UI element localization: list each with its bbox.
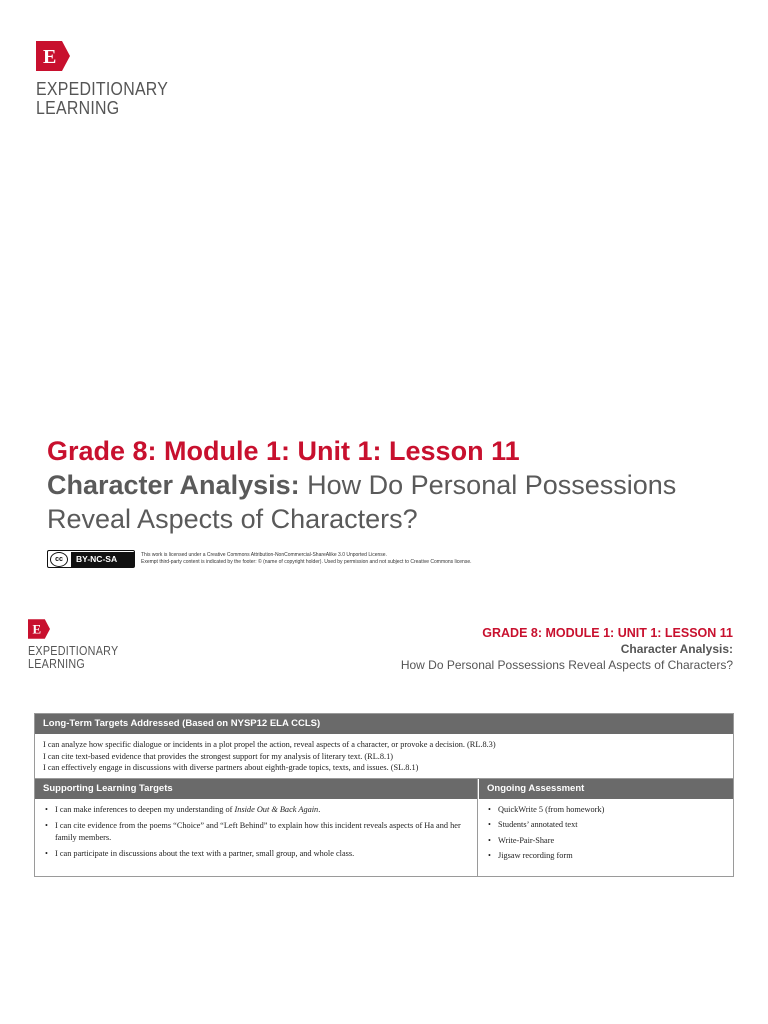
cover-subtitle-bold: Character Analysis: — [47, 470, 300, 500]
supporting-target: • I can participate in discussions about the text with a partner, small group, and whole class. — [43, 848, 469, 860]
assessment-item: • QuickWrite 5 (from homework) — [486, 804, 725, 816]
logo-small-line-1: EXPEDITIONARY — [28, 644, 119, 658]
logo-wordmark-small — [28, 645, 118, 670]
expeditionary-learning-logo-small — [28, 619, 133, 670]
supporting-target-punct: . — [318, 804, 321, 814]
logo-small-line-2: LEARNING — [28, 656, 86, 671]
logo-line-1: EXPEDITIONARY — [36, 78, 169, 99]
supporting-targets-column — [35, 779, 478, 876]
cc-badge-label: BY-NC-SA — [71, 552, 134, 567]
svg-text:E: E — [32, 621, 42, 637]
cc-icon: cc — [50, 552, 68, 567]
assessment-item: • Students’ annotated text — [486, 819, 725, 831]
long-term-targets-heading: Long-Term Targets Addressed (Based on NYSP12 ELA CCLS) — [35, 714, 733, 734]
supporting-target: • I can cite evidence from the poems “Choice” and “Left Behind” to explain how this incident reveals aspects of Ha and her family members. — [43, 820, 469, 843]
long-term-target: I can analyze how specific dialogue or incidents in a plot propel the action, reveal aspects of a character, or provoke a decision. (RL.8.3) — [43, 740, 496, 749]
assessment-item: • Jigsaw recording form — [486, 850, 725, 862]
logo-wordmark — [36, 80, 168, 117]
license-line-2: Exempt third-party content is indicated by the footer: © (name of copyright holder). Used by permission and not subject to Creative Commons license. — [141, 559, 472, 565]
lesson-header-title: GRADE 8: MODULE 1: UNIT 1: LESSON 11 — [482, 626, 733, 640]
long-term-target: I can effectively engage in discussions with diverse partners about eighth-grade topics, texts, and issues. (SL.8.1) — [43, 763, 419, 772]
el-logo-mark-icon — [36, 41, 70, 71]
lesson-header-topic: Character Analysis: — [620, 642, 733, 656]
creative-commons-badge[interactable] — [47, 550, 135, 568]
lesson-header-question: How Do Personal Possessions Reveal Aspects of Characters? — [400, 658, 733, 672]
assessment-item: • Write-Pair-Share — [486, 835, 725, 847]
long-term-target: I can cite text-based evidence that provides the strongest support for my analysis of literary text. (RL.8.1) — [43, 751, 393, 761]
ongoing-assessment-list — [478, 799, 733, 876]
license-line-1: This work is licensed under a Creative Commons Attribution-NonCommercial-ShareAlike 3.0 Unported License. — [141, 552, 387, 558]
cover-subtitle — [47, 468, 747, 536]
long-term-targets-list — [35, 734, 733, 779]
ongoing-assessment-column — [478, 779, 733, 876]
book-title: Inside Out & Back Again — [234, 804, 319, 814]
targets-columns — [35, 779, 733, 876]
supporting-target — [43, 804, 469, 816]
expeditionary-learning-logo — [36, 41, 190, 117]
targets-table — [34, 713, 734, 877]
supporting-targets-heading: Supporting Learning Targets — [35, 779, 477, 799]
logo-line-2: LEARNING — [36, 96, 120, 118]
el-logo-mark-small-icon — [28, 619, 50, 639]
supporting-targets-list — [35, 799, 477, 875]
supporting-target-text: I can make inferences to deepen my understanding of — [55, 804, 235, 814]
svg-text:E: E — [43, 46, 57, 68]
license-text — [141, 552, 472, 566]
cover-title: Grade 8: Module 1: Unit 1: Lesson 11 — [47, 436, 520, 466]
license-block — [47, 550, 472, 568]
cover-subtitle-rest: How Do Personal Possessions Reveal Aspects of Characters? — [47, 470, 677, 534]
cover-title-block — [47, 434, 747, 536]
ongoing-assessment-heading: Ongoing Assessment — [478, 779, 733, 799]
lesson-header — [401, 625, 733, 673]
